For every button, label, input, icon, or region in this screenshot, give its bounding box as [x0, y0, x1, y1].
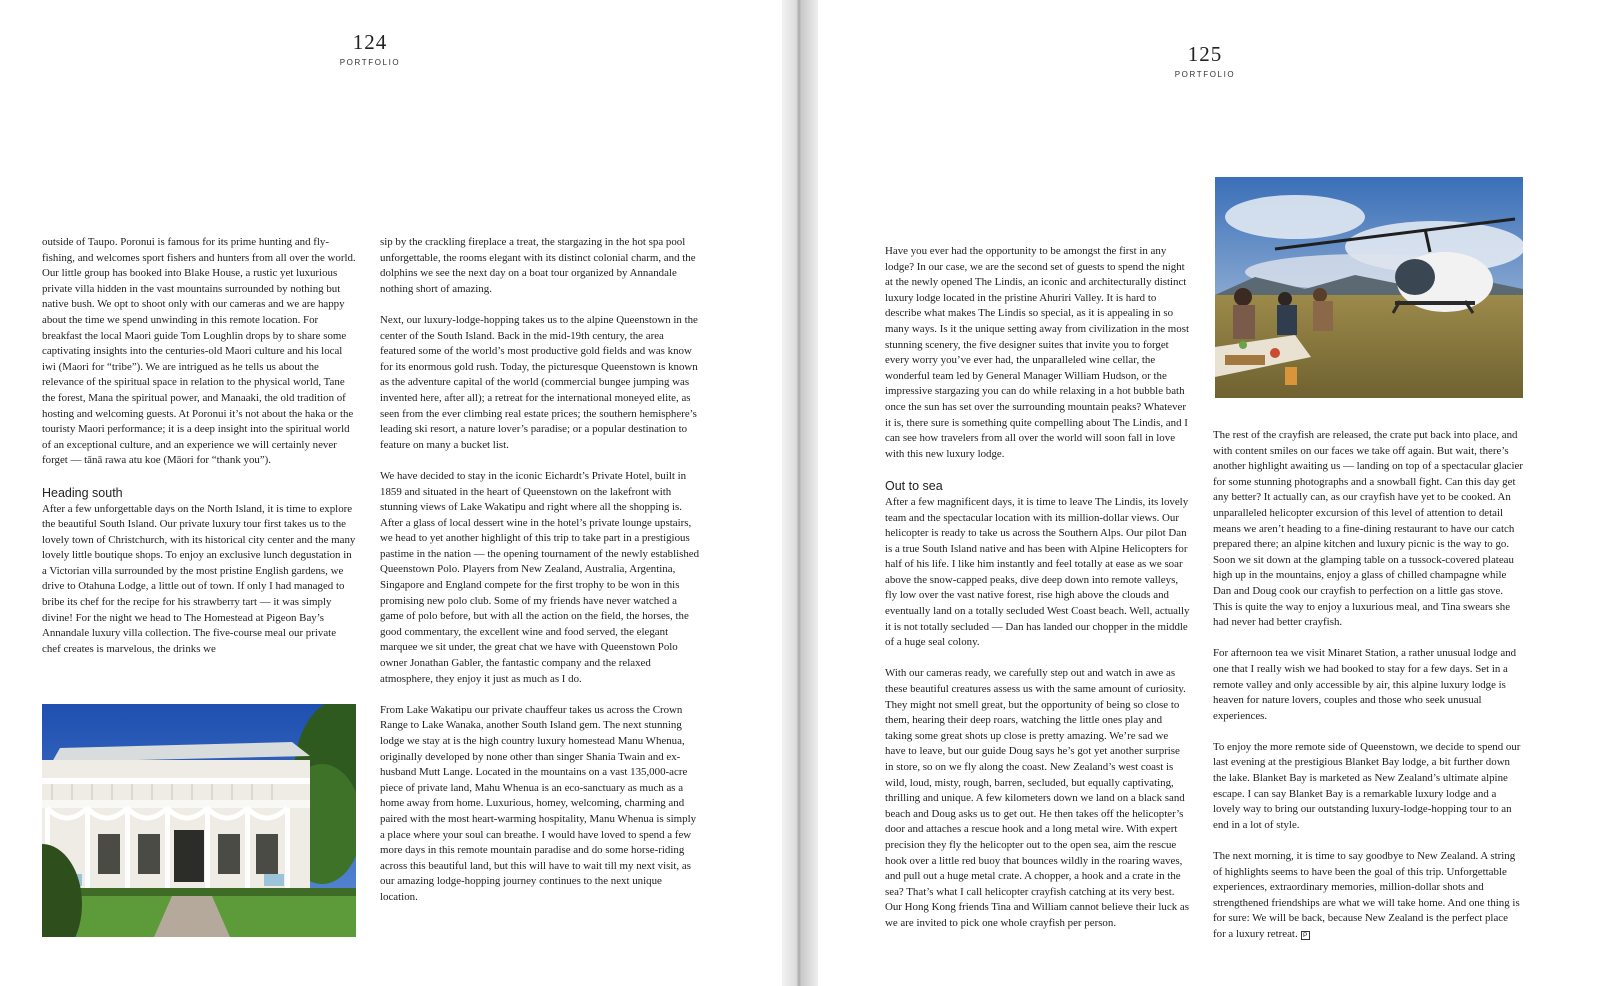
closing-paragraph-text: The next morning, it is time to say goodbye to New Zealand. A string of highlights seems to have been the goal of this trip. Unforgettable experiences, extraordinary memories, million-dollar shots and strengthened friendships are what we will take home. And one thing is for sure: We will be back, because New Zealand is the perfect place for a luxury retreat. — [1213, 850, 1520, 940]
paragraph: From Lake Wakatipu our private chauffeur takes us across the Crown Range to Lake Wanaka, another South Island gem. The next stunning lodge we stay at is the high country luxury homestead Manu Whenua, originally developed by none other than singer Shania Twain and ex-husband Mutt Lange. Located in the mountains on a vast 135,000-acre piece of private land, Mahu Whenua is an eco-sanctuary as much as a home away from home. Luxurious, homey, welcoming, charming and paired with the most heart-warming hospitality, Manu Whenua is simply a place where your soul can breathe. I would have loved to spend a few more days in this remote mountain paradise and do some horse-riding across this beautiful land, but this will have to wait till my next visit, as our amazing lodge-hopping journey continues to the next unique location. — [380, 703, 697, 903]
paragraph: After a few unforgettable days on the North Island, it is time to explore the beautiful South Island. Our private luxury tour first takes us to the lovely town of Christchurch, with its historical city center and the many lovely little boutique shops. To enjoy an exclusive lunch degustation in a Victorian villa surrounded by the most pristine English gardens, we drive to Otahuna Lodge, a little out of town. If only I had managed to bribe its chef for the recipe for his strawberry tart — it was simply divine! For the night we head to The Homestead at Pigeon Bay’s Annandale luxury villa collection. The five-course meal our private chef creates is marvelous, the drinks we — [42, 502, 356, 655]
section-heading: Heading south — [42, 485, 123, 500]
right-page — [818, 0, 1600, 986]
villa-photo-image — [42, 704, 356, 937]
villa-photo — [42, 704, 356, 937]
paragraph — [1213, 849, 1523, 943]
book-gutter — [782, 0, 818, 986]
section-heading: Out to sea — [885, 478, 943, 493]
paragraph: With our cameras ready, we carefully step out and watch in awe as these beautiful creatures assess us with the same amount of curiosity. They might not smell great, but the opportunity of being so close to them, hearing their deep roars, watching the little ones play and taking some great shots up close is pretty amazing. We’re sad we have to leave, but our guide Doug says he’s got yet another surprise in store, so on we fly along the coast. New Zealand’s west coast is wild, loud, misty, rough, barren, secluded, but equally captivating, thrilling and unique. A few kilometers down we land on a black sand beach and Doug asks us to get out. He then takes off the helicopter’s door and attaches a rescue hook and a long metal wire. With expert precision they fly the helicopter out to the open sea, aim the rescue hook over a little red buoy that bounces wildly in the roaring waves, and pull out a huge metal crate. A chopper, a hook and a crate in the sea? That’s what I call helicopter crayfish catching at its very best. Our Hong Kong friends Tina and William cannot believe their luck as we are invited to pick one whole crayfish per person. — [885, 667, 1189, 929]
right-column-2 — [1213, 428, 1523, 943]
left-page — [0, 0, 782, 986]
paragraph: To enjoy the more remote side of Queenstown, we decide to spend our last evening at the prestigious Blanket Bay lodge, a bit further down the lake. Blanket Bay is marketed as New Zealand’s ultimate alpine escape. I can say Blanket Bay is a remarkable luxury lodge and a lovely way to bring our outstanding luxury-lodge-hopping tour to an end in a lot of style. — [1213, 740, 1521, 831]
left-column-2 — [380, 235, 702, 906]
paragraph: The rest of the crayfish are released, the crate put back into place, and with content smiles on our faces we take off again. But wait, there’s another highlight awaiting us — landing on top of a spectacular glacier for some stunning photographs and a snowball fight. Can this day get any better? It actually can, as our crayfish have yet to be cooked. An unparalleled helicopter excursion of this level of attention to detail means we aren’t heading to a fine-dining restaurant to have our catch prepared there; an alpine kitchen and luxury picnic is the way to go. Soon we sit down at the glamping table on a tussock-covered plateau high up in the mountains, enjoy a glass of chilled champagne while Dan and Doug cook our crayfish to perfection on a little gas stove. This is quite the way to enjoy a luxurious meal, and Tina swears she had never had better crayfish. — [1213, 429, 1523, 629]
paragraph: We have decided to stay in the iconic Eichardt’s Private Hotel, built in 1859 and situated in the heart of Queenstown on the lakefront with stunning views of Lake Wakatipu and right where all the shopping is. After a glass of local dessert wine in the hotel’s private lounge upstairs, we head to yet another highlight of this trip to take part in a prestigious pastime in the nation — the opening tournament of the newly established Queenstown Polo. Players from New Zealand, Australia, Argentina, Singapore and England compete for the first trophy to be won in this promising new polo club. Some of my friends have never watched a game of polo before, but with all the action on the field, the horses, the good commentary, the excellent wine and food served, the elegant marquee we sit under, the great chat we have with Queenstown Polo owner Jonathan Gabler, the fantastic company and the relaxed atmosphere, they enjoy it just as much as I do. — [380, 469, 700, 685]
helicopter-photo-image — [1215, 177, 1523, 398]
paragraph: outside of Taupo. Poronui is famous for its prime hunting and fly-fishing, and welcomes sport fishers and hunters from all over the world. Our little group has booked into Blake House, a rustic yet luxurious private villa hidden in the vast mountains surrounded by nothing but native bush. We opt to shoot only with our cameras and we are happy about the time we spend unwinding in this remote location. For breakfast the local Maori guide Tom Loughlin drops by to share some captivating insights into the centuries-old Maori culture and his local iwi (Maori for “tribe”). We are intrigued as he tells us about the relevance of the spiritual space in relation to the physical world, Tane the forest, Mana the spiritual power, and Manaaki, the old tradition of hosting and welcoming guests. At Poronui it’s not about the haka or the touristy Maori performance; it is a deep insight into the spiritual world of an exceptional culture, and an experience we will certainly never forget — tānā rawa atu koe (Māori for “thank you”). — [42, 236, 356, 467]
paragraph: After a few magnificent days, it is time to leave The Lindis, its lovely team and the spectacular location with its million-dollar views. Our helicopter is ready to take us across the Southern Alps. Our pilot Dan is a true South Island native and has been with Alpine Helicopters for half of his life. I like him instantly and feel totally at ease as we soar above the snow-capped peaks, dive deep down into remote valleys, fly low over the vast native forest, rise high above the clouds and eventually land on a totally secluded West Coast beach. Well, actually it is not totally secluded — Dan has landed our chopper in the middle of a huge seal colony. — [885, 495, 1190, 649]
paragraph: Have you ever had the opportunity to be amongst the first in any lodge? In our case, we are the second set of guests to spend the night at the newly opened The Lindis, an iconic and architecturally distinct luxury lodge located in the pristine Ahuriri Valley. It is hard to describe what makes The Lindis so special, as it is appealing in so many ways. Is it the unique setting away from civilization in the most stunning scenery, the five designer suites that invite you to forget every worry you’ve ever had, the unparalleled wine cellar, the wonderful team led by General Manager William Hudson, or the impressive stargazing you can do while relaxing in a hot bubble bath once the sun has set over the surrounding mountain peaks? Whatever it is, there sure is something quite compelling about The Lindis, and I can see how travelers from all over the world will soon fall in love with this new luxury lodge. — [885, 245, 1189, 460]
page-number: 124 — [352, 30, 388, 54]
section-label: PORTFOLIO — [1174, 70, 1236, 79]
helicopter-picnic-photo — [1215, 177, 1523, 398]
left-folio — [310, 30, 430, 67]
left-column-1 — [42, 235, 356, 657]
right-folio — [1145, 42, 1265, 79]
end-mark-icon: P — [1301, 931, 1310, 940]
paragraph: Next, our luxury-lodge-hopping takes us to the alpine Queenstown in the center of the South Island. Back in the mid-19th century, the area featured some of the world’s most productive gold fields and was know for its enormous gold rush. Today, the picturesque Queenstown is known as the adventure capital of the world (commercial bungee jumping was invented here, after all); a retreat for the international moneyed elite, as seen from the ever climbing real estate prices; the southern hemisphere’s leading ski resort, a nature lover’s paradise; or a popular destination to feature on many a bucket list. — [380, 313, 698, 451]
paragraph: For afternoon tea we visit Minaret Station, a rather unusual lodge and one that I really wish we had booked to stay for a few days. Set in a remote valley and only accessible by air, this alpine luxury lodge is heaven for nature lovers, couples and those who seek unusual experiences. — [1213, 647, 1517, 722]
section-label: PORTFOLIO — [339, 58, 401, 67]
page-number: 125 — [1187, 42, 1223, 66]
right-column-1 — [885, 244, 1191, 932]
paragraph: sip by the crackling fireplace a treat, the stargazing in the hot spa pool unforgettable, the rooms elegant with its distinct colonial charm, and the dolphins we see the next day on a boat tour organized by Annandale nothing short of amazing. — [380, 236, 696, 295]
